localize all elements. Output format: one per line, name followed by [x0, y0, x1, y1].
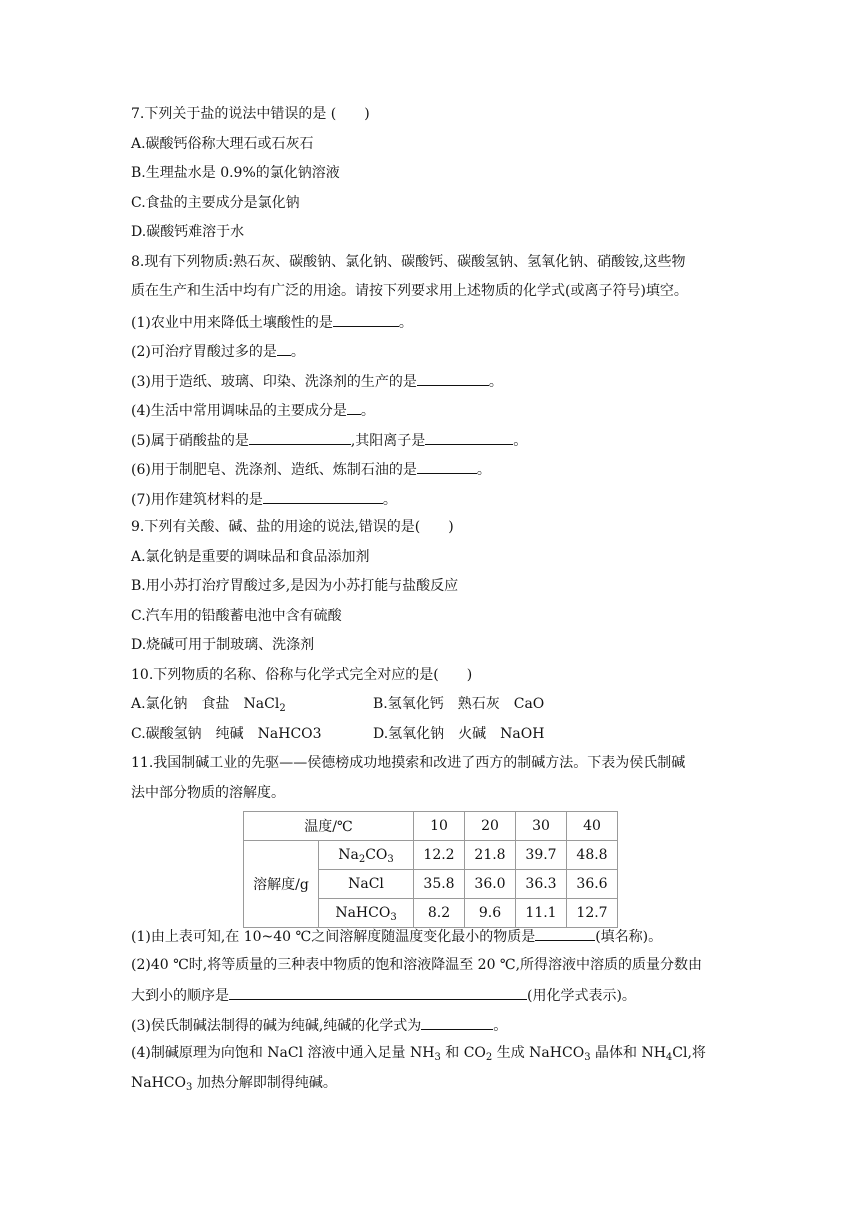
q11-part3-end: 。: [493, 1018, 508, 1034]
table-header-row: [244, 812, 618, 841]
text-run: 生成 NaHCO: [492, 1045, 585, 1061]
q8-part3: [131, 370, 503, 392]
subscript: 2: [279, 703, 286, 714]
table-cell: 21.8: [465, 841, 516, 870]
subscript: 2: [485, 1052, 493, 1063]
subscript: 3: [390, 912, 397, 923]
q8-part2: [131, 340, 305, 362]
answer-blank: [425, 429, 513, 445]
answer-blank: [421, 1014, 493, 1030]
q11-stem-line1: 11.我国制碱工业的先驱——侯德榜成功地摸索和改进了西方的制碱方法。下表为侯氏制碱: [131, 755, 686, 771]
table-header-cell: 30: [516, 812, 567, 841]
answer-blank: [263, 488, 383, 504]
answer-blank: [417, 458, 477, 474]
q8-part5: [131, 429, 527, 451]
formula-part: CO: [365, 847, 388, 863]
table-cell: 35.8: [414, 870, 465, 899]
q8-part6-end: 。: [476, 462, 491, 478]
q10-option-a: [131, 694, 286, 714]
table-cell: 39.7: [516, 841, 567, 870]
table-cell: 48.8: [567, 841, 618, 870]
q10-option-a-text: A.氯化钠 食盐 NaCl: [131, 696, 280, 712]
q8-part7: [131, 488, 397, 510]
table-substance-cell: NaCl: [319, 870, 414, 899]
table-cell: 11.1: [516, 899, 567, 928]
q10-option-b: B.氢氧化钙 熟石灰 CaO: [373, 696, 545, 712]
q7-option-a: A.碳酸钙俗称大理石或石灰石: [131, 136, 314, 152]
q10-option-c: C.碳酸氢钠 纯碱 NaHCO3: [131, 726, 322, 742]
q11-stem-line2: 法中部分物质的溶解度。: [131, 785, 285, 801]
q8-part7-end: 。: [382, 492, 397, 508]
answer-blank: [333, 311, 399, 327]
table-substance-cell: [319, 841, 414, 870]
table-header-cell: 10: [414, 812, 465, 841]
text-run: NaHCO: [131, 1075, 186, 1091]
table-cell: 36.0: [465, 870, 516, 899]
table-row-label: 溶解度/g: [244, 841, 319, 928]
answer-blank: [277, 340, 291, 356]
text-run: 晶体和 NH: [590, 1045, 666, 1061]
q8-part4-text: (4)生活中常用调味品的主要成分是: [131, 403, 347, 419]
q9-option-c: C.汽车用的铅酸蓄电池中含有硫酸: [131, 608, 342, 624]
subscript: 4: [665, 1052, 673, 1063]
q11-part2-end: (用化学式表示)。: [527, 988, 636, 1004]
text-run: (4)制碱原理为向饱和 NaCl 溶液中通入足量 NH: [131, 1045, 435, 1061]
subscript: 2: [358, 854, 366, 865]
q11-part4-line2: [131, 1073, 337, 1093]
answer-blank: [417, 370, 489, 386]
q8-part3-text: (3)用于造纸、玻璃、印染、洗涤剂的生产的是: [131, 374, 417, 390]
table-cell: 9.6: [465, 899, 516, 928]
q7-option-d: D.碳酸钙难溶于水: [131, 224, 245, 240]
q9-option-d: D.烧碱可用于制玻璃、洗涤剂: [131, 637, 315, 653]
table-header-cell: 20: [465, 812, 516, 841]
subscript: 3: [387, 854, 394, 865]
answer-blank: [249, 429, 351, 445]
text-run: 加热分解即制得纯碱。: [192, 1075, 337, 1091]
answer-blank: [535, 925, 595, 941]
q9-option-b: B.用小苏打治疗胃酸过多,是因为小苏打能与盐酸反应: [131, 578, 459, 594]
text-run: 和 CO: [440, 1045, 486, 1061]
q8-part6-text: (6)用于制肥皂、洗涤剂、造纸、炼制石油的是: [131, 462, 417, 478]
q10-option-d: D.氢氧化钠 火碱 NaOH: [373, 726, 545, 742]
q8-part1-text: (1)农业中用来降低土壤酸性的是: [131, 315, 333, 331]
answer-blank: [347, 399, 361, 415]
q8-part3-end: 。: [488, 374, 503, 390]
q7-stem: 7.下列关于盐的说法中错误的是 ( ): [131, 106, 370, 122]
subscript: 3: [186, 1082, 193, 1093]
subscript: 3: [434, 1052, 441, 1063]
q8-part6: [131, 458, 491, 480]
subscript: 3: [584, 1052, 591, 1063]
q7-option-c: C.食盐的主要成分是氯化钠: [131, 195, 300, 211]
q8-part7-text: (7)用作建筑材料的是: [131, 492, 263, 508]
table-header-cell: 温度/℃: [244, 812, 414, 841]
q8-part2-text: (2)可治疗胃酸过多的是: [131, 344, 277, 360]
formula-part: Na: [338, 847, 359, 863]
table-cell: 8.2: [414, 899, 465, 928]
q8-stem-line2: 质在生产和生活中均有广泛的用途。请按下列要求用上述物质的化学式(或离子符号)填空。: [131, 283, 688, 299]
table-cell: 36.6: [567, 870, 618, 899]
solubility-table: [243, 811, 618, 928]
formula-part: NaHCO: [335, 905, 391, 921]
table-header-cell: 40: [567, 812, 618, 841]
q8-part5-end: 。: [513, 433, 528, 449]
q11-part2-text: 大到小的顺序是: [131, 988, 229, 1004]
q8-part2-end: 。: [290, 344, 305, 360]
q8-part4-end: 。: [360, 403, 375, 419]
table-row: [244, 841, 618, 870]
answer-blank: [229, 984, 527, 1000]
text-run: Cl,将: [672, 1045, 706, 1061]
table-cell: 12.7: [567, 899, 618, 928]
q8-part5-text: (5)属于硝酸盐的是: [131, 433, 249, 449]
q11-part2-line1: (2)40 ℃时,将等质量的三种表中物质的饱和溶液降温至 20 ℃,所得溶液中溶质的质量分数由: [131, 957, 703, 973]
q11-part2-line2: [131, 984, 636, 1006]
q9-option-a: A.氯化钠是重要的调味品和食品添加剂: [131, 549, 370, 565]
q10-stem: 10.下列物质的名称、俗称与化学式完全对应的是( ): [131, 667, 473, 683]
table-cell: 12.2: [414, 841, 465, 870]
q11-part1-text: (1)由上表可知,在 10~40 ℃之间溶解度随温度变化最小的物质是: [131, 929, 536, 945]
q9-stem: 9.下列有关酸、碱、盐的用途的说法,错误的是( ): [131, 519, 454, 535]
q11-part4-line1: [131, 1043, 706, 1063]
table-substance-cell: [319, 899, 414, 928]
q11-part1-end: (填名称)。: [595, 929, 663, 945]
q11-part3: [131, 1014, 507, 1036]
q8-part1-end: 。: [398, 315, 413, 331]
table-cell: 36.3: [516, 870, 567, 899]
q8-part5-mid: ,其阳离子是: [350, 433, 426, 449]
q7-option-b: B.生理盐水是 0.9%的氯化钠溶液: [131, 165, 340, 181]
q8-stem-line1: 8.现有下列物质:熟石灰、碳酸钠、氯化钠、碳酸钙、碳酸氢钠、氢氧化钠、硝酸铵,这些物: [131, 254, 686, 270]
q8-part1: [131, 311, 413, 333]
q11-part3-text: (3)侯氏制碱法制得的碱为纯碱,纯碱的化学式为: [131, 1018, 422, 1034]
q8-part4: [131, 399, 375, 421]
q11-part1: [131, 925, 662, 947]
